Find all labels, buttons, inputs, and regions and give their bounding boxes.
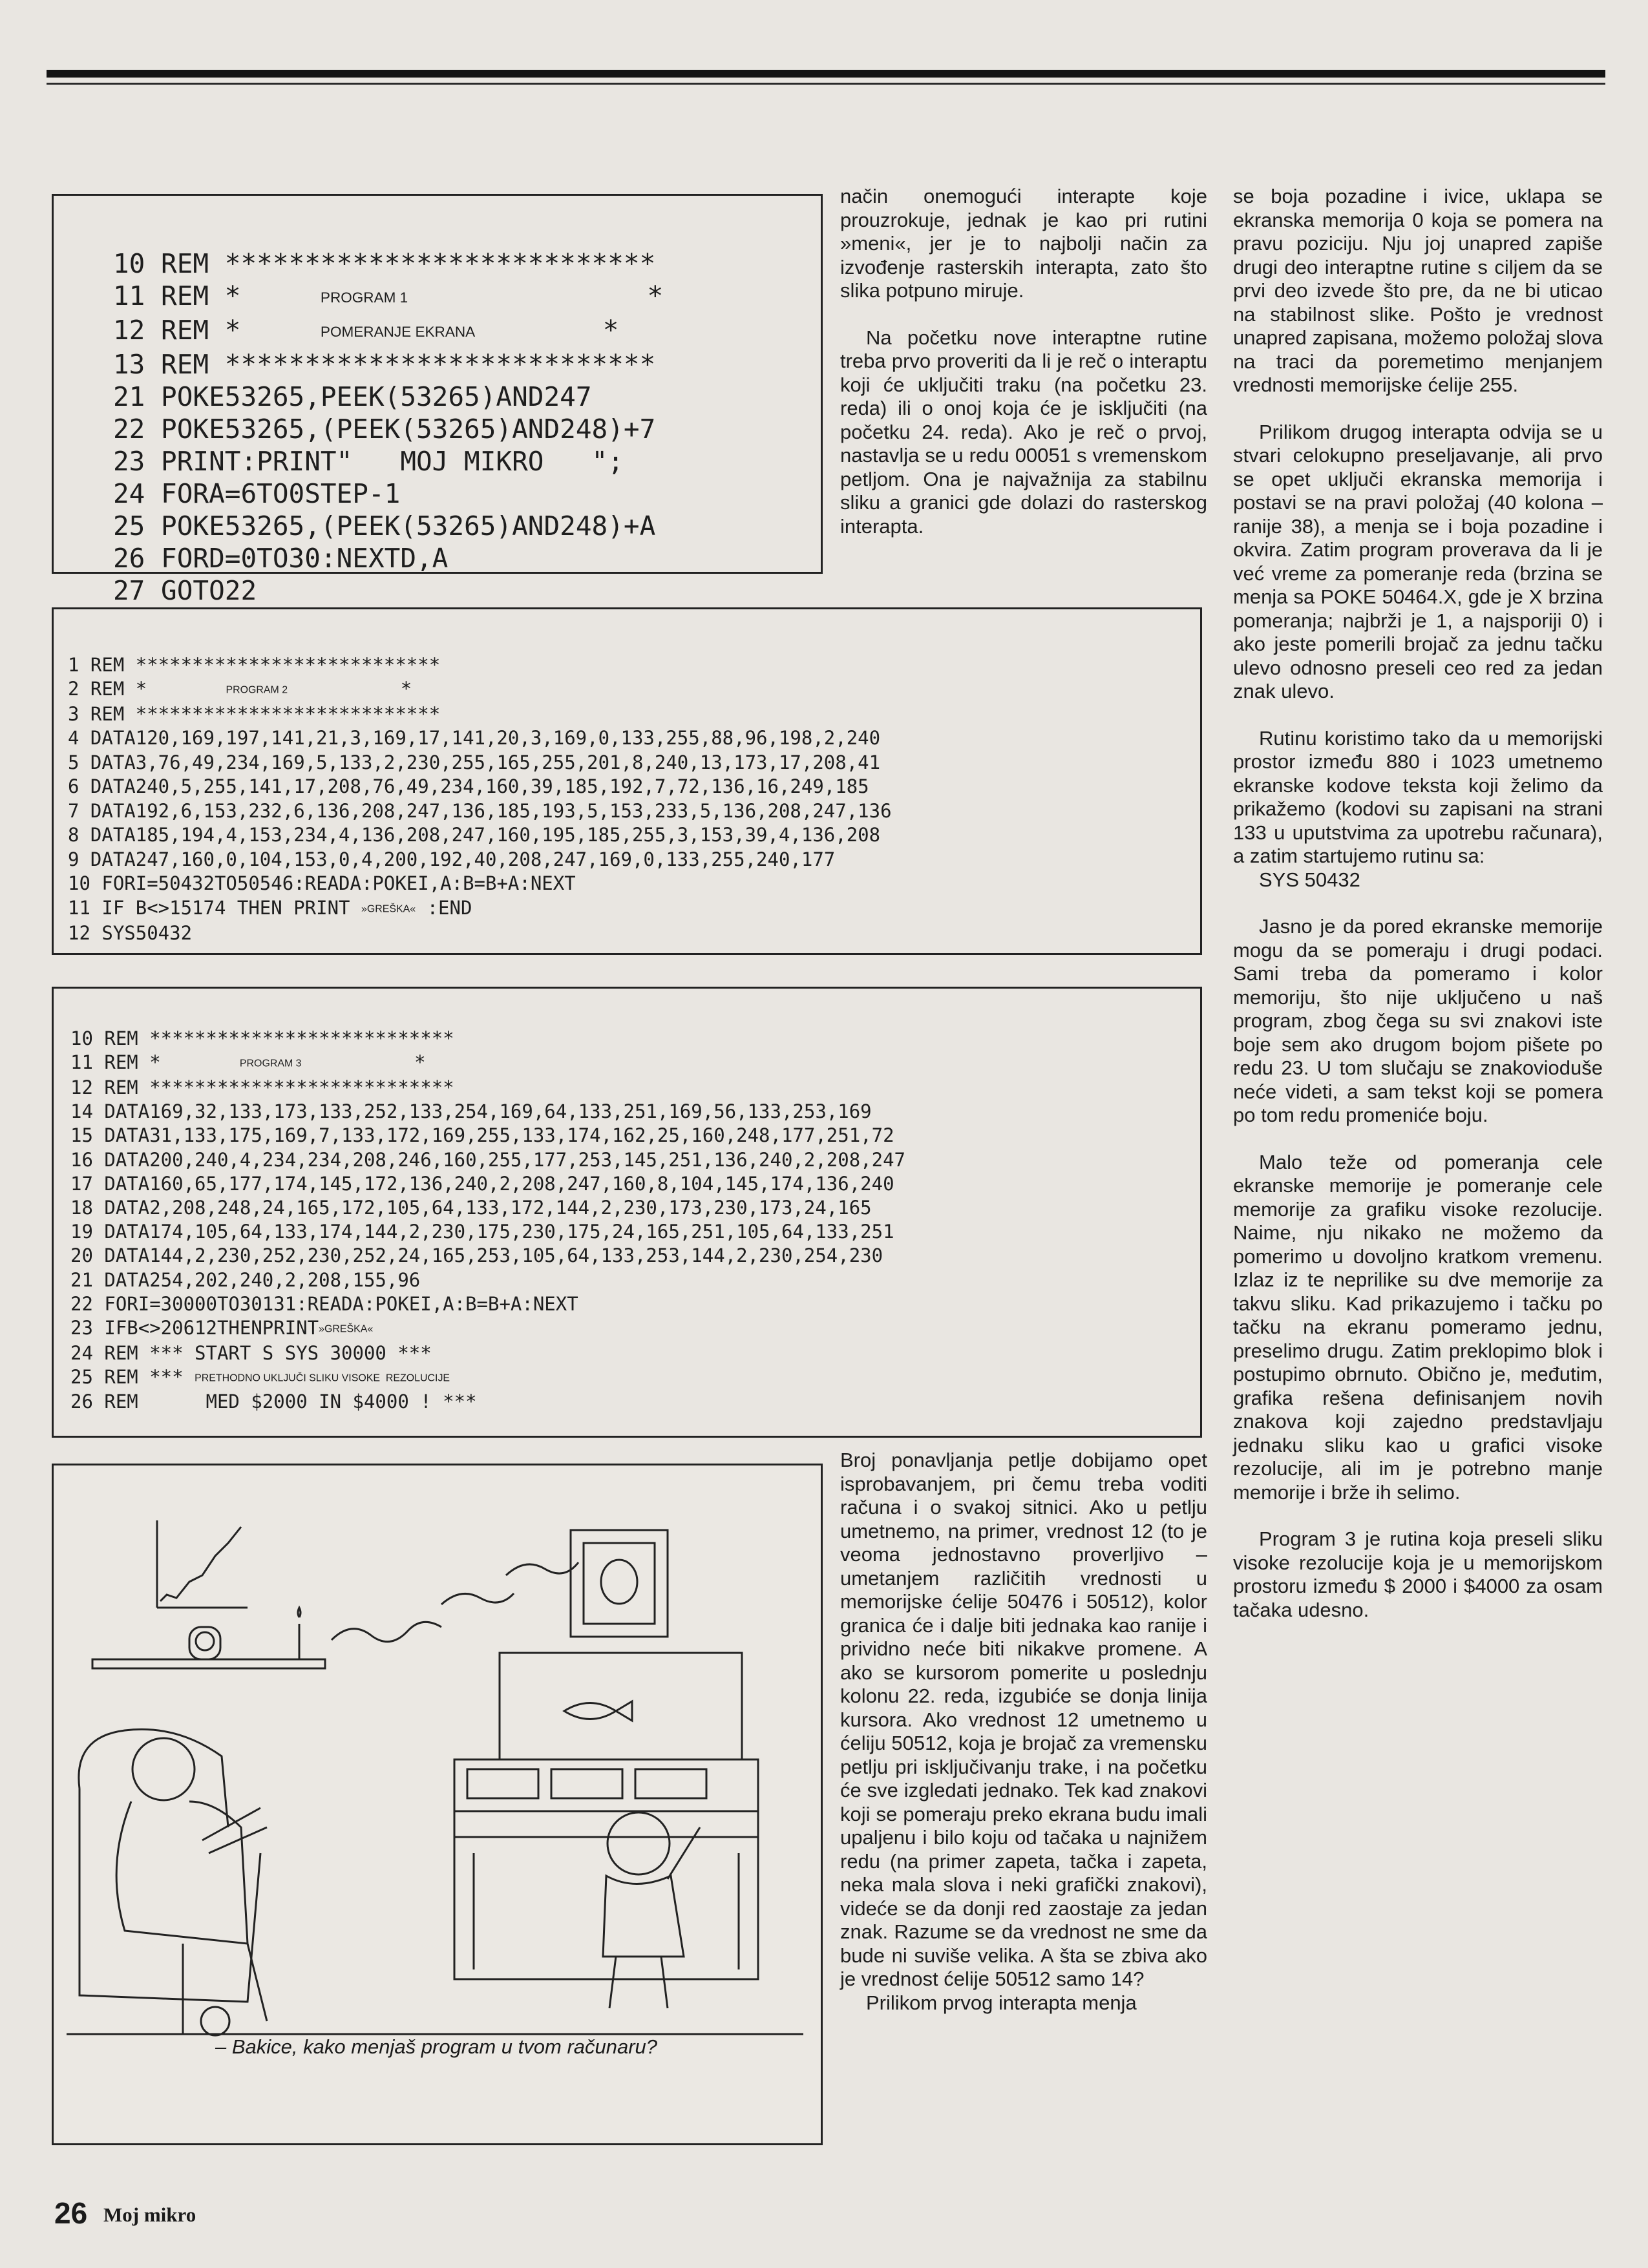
program2-line: 6 DATA240,5,255,141,17,208,76,49,234,160,39,185,192,7,72,136,16,249,185	[68, 775, 869, 798]
paragraph: Broj ponavljanja petlje dobijamo opet isprobavanjem, pri čemu treba voditi računa i o svakoj sitnici. Ako u petlju umetnemo, na primer, vrednost 12 (to je veoma jednostavno proverljivo – umetanjem različitih vrednosti u memorijske ćelije 50476 i 50512), kolor granica će i dalje biti jednaka kao ranije i prividno neće biti nikakve promene. A ako se kursorom pomerite u poslednju kolonu 22. reda, izgubiće se donja linija kursora. Ako vrednost 12 umetnemo u ćeliju 50512, koja je brojač za vremensku petlju pri isključivanju trake, i na početku će sve izgledati jednako. Tek kad znakovi koji se pomeraju preko ekrana budu imali upaljenu i bilo koju od tačaka u najnižem redu (na primer zapeta, tačka i zapeta, neka mala slova i neki grafički znakovi), videće se da donji red zaostaje za jedan znak. Razume se da vrednost ne sme da bude ni suviše velika. A šta se zbiva ako je vrednost ćelije 50512 samo 14?	[840, 1449, 1207, 1990]
program2-listing	[52, 607, 1202, 955]
paragraph: Prilikom prvog interapta menja	[866, 1991, 1137, 2014]
program2-line: 8 DATA185,194,4,153,234,4,136,208,247,160,195,185,255,3,153,39,4,136,208	[68, 824, 881, 846]
program2-line: 12 SYS50432	[68, 921, 193, 944]
program1-line: 22 POKE53265,(PEEK(53265)AND248)+7	[113, 414, 656, 445]
top-rule-thin	[47, 83, 1605, 85]
program2-line: 3 REM ***************************	[68, 702, 441, 725]
magazine-name: Moj mikro	[103, 2203, 196, 2226]
program2-line: 5 DATA3,76,49,234,169,5,133,2,230,255,165,255,201,8,240,13,173,17,208,41	[68, 751, 881, 773]
program1-line: 12 REM * POMERANJE EKRANA *	[113, 315, 619, 346]
paragraph: Malo teže od pomeranja cele ekranske memorije je pomeranje cele memorije za grafiku visoke rezolucije. Naime, nju nikako ne možemo da pomerimo u dovoljno kratkom vremenu. Izlaz iz te neprilike su dve memorije za takvu sliku. Kad prikazujemo i tačku po tačku na ekranu pomeramo jednu, preselimo drugu. Zatim preklopimo blok i postupimo obrnuto. Obično je, međutim, grafika rešena definisanjem novih znakova koji zajedno predstavljaju jednaku sliku kao u grafici visoke rezolucije, ali im je potrebno manje memorije i brže ih selimo.	[1233, 1150, 1603, 1504]
program3-line: 26 REM MED $2000 IN $4000 ! ***	[70, 1391, 477, 1413]
program3-line: 15 DATA31,133,175,169,7,133,172,169,255,133,174,162,25,160,248,177,251,72	[70, 1124, 894, 1147]
program3-listing	[52, 987, 1202, 1438]
program3-line: 22 FORI=30000TO30131:READA:POKEI,A:B=B+A:NEXT	[70, 1292, 578, 1315]
program1-line: 13 REM ***************************	[113, 349, 656, 380]
program2-line: 2 REM * PROGRAM 2 *	[68, 678, 412, 700]
program2-line: 7 DATA192,6,153,232,6,136,208,247,136,185,193,5,153,233,5,136,208,247,136	[68, 799, 892, 822]
paragraph: Program 3 je rutina koja preseli sliku visoke rezolucije koja je u memorijskom prostoru između $ 2000 i $4000 za osam tačaka udesno.	[1233, 1528, 1603, 1621]
program1-line: 21 POKE53265,PEEK(53265)AND247	[113, 381, 592, 412]
program2-line: 1 REM ***************************	[68, 653, 441, 676]
paragraph: Jasno je da pored ekranske memorije mogu da se pomeraju i drugi podaci. Sami treba da pomeramo i kolor memoriju, što nije uključeno u naš program, zbog čega su svi znakovi iste boje sem ako drugom bojom pišete po redu 23. U tom slučaju se znakovioduše neće videti, a sam tekst koji se pomera po tom redu promeniće boju.	[1233, 915, 1603, 1126]
paragraph: način onemogući interapte koje prouzrokuje, jednak je kao pri rutini »meni«, jer je to najbolji način za izvođenje rasterskih interapta, zato što slika potpuno miruje.	[840, 185, 1207, 302]
program3-line: 12 REM ***************************	[70, 1076, 454, 1098]
program3-line: 11 REM * PROGRAM 3 *	[70, 1051, 426, 1074]
program1-line: 25 POKE53265,(PEEK(53265)AND248)+A	[113, 510, 656, 541]
program1-line: 23 PRINT:PRINT" MOJ MIKRO ";	[113, 446, 624, 477]
article-column-middle-top	[840, 185, 1207, 538]
program3-title: PROGRAM 3	[239, 1058, 302, 1069]
paragraph: se boja pozadine i ivice, uklapa se ekranska memorija 0 koja se pomera na pravu poziciju. Nju joj unapred zapiše drugi deo interaptne rutine s ciljem da se prvi deo izvede što pre, da ne bi uticao na stabilnost slike. Pošto je vrednost unapred zapisana, možemo položaj slova na traci da poremetimo menjanjem vrednosti memorijske ćelije 255.	[1233, 185, 1603, 396]
article-column-middle-bottom	[840, 1449, 1207, 2015]
program3-line: 20 DATA144,2,230,252,230,252,24,165,253,105,64,133,253,144,2,230,254,230	[70, 1244, 883, 1267]
paragraph: Na početku nove interaptne rutine treba prvo proveriti da li je reč o interaptu koji će uključiti traku (na početku 23. reda) ili o onoj koja će je isključiti (na početku 24. reda). Ako je reč o prvoj, nastavlja se u redu 00051 s vremenskom petljom. Ona je najvažnija za stabilnu sliku a granici gde dolazi do rasterskog interapta.	[840, 326, 1207, 538]
program3-note: PRETHODNO UKLJUČI SLIKU VISOKE REZOLUCIJE	[195, 1372, 450, 1384]
program3-line: 16 DATA200,240,4,234,234,208,246,160,255,177,253,145,251,136,240,2,208,247	[70, 1148, 906, 1171]
program1-listing	[52, 194, 823, 606]
program1-line: 24 FORA=6TO0STEP-1	[113, 478, 401, 509]
paragraph: Rutinu koristimo tako da u memorijski prostor između 880 i 1023 umetnemo ekranske kodove teksta koji želimo da prikažemo (kodovi su zapisani na strani 133 u uputstvima za upotrebu računara), a zatim startujemo rutinu sa:	[1233, 726, 1603, 867]
cartoon-illustration	[52, 1464, 823, 2145]
program1-line: 11 REM * PROGRAM 1 *	[113, 280, 664, 311]
program1-subtitle: POMERANJE EKRANA	[320, 324, 476, 340]
program3-line: 24 REM *** START S SYS 30000 ***	[70, 1341, 432, 1364]
program3-line: 18 DATA2,208,248,24,165,172,105,64,133,172,144,2,230,173,230,173,24,165	[70, 1197, 872, 1219]
program3-line: 25 REM *** PRETHODNO UKLJUČI SLIKU VISOKE REZOLUCIJE	[70, 1365, 450, 1388]
cartoon-caption: – Bakice, kako menjaš program u tvom računaru?	[215, 2035, 658, 2058]
paragraph: Prilikom drugog interapta odvija se u stvari celokupno preseljavanje, ali prvo se opet uključi ekranska memorija i postavi se na pravi položaj (40 kolona – ranije 38), a menja se i boja pozadine i okvira. Zatim program proverava da li je već vreme za pomeranje reda (brzina se menja sa POKE 50464.X, gde je X brzina pomeranja; najbrži je 1, a najsporiji 0) i ako jeste pomerili brojač za jednu tačku ulevo odnosno preseli ceo red za jedan znak ulevo.	[1233, 420, 1603, 702]
program3-line: 21 DATA254,202,240,2,208,155,96	[70, 1268, 421, 1291]
program2-line: 9 DATA247,160,0,104,153,0,4,200,192,40,208,247,169,0,133,255,240,177	[68, 848, 836, 870]
code-inline: SYS 50432	[1259, 868, 1360, 891]
program1-title: PROGRAM 1	[320, 289, 408, 306]
program2-line: 10 FORI=50432TO50546:READA:POKEI,A:B=B+A:NEXT	[68, 872, 576, 895]
program1-line: 10 REM ***************************	[113, 248, 656, 279]
program2-line: 4 DATA120,169,197,141,21,3,169,17,141,20,3,169,0,133,255,88,96,198,2,240	[68, 727, 881, 750]
program2-title: PROGRAM 2	[226, 684, 288, 696]
program3-line: 23 IFB<>20612THENPRINT»GREŠKA«	[70, 1317, 374, 1339]
top-rule	[47, 70, 1605, 78]
program1-line: 26 FORD=0TO30:NEXTD,A	[113, 543, 449, 574]
program1-line: 27 GOTO22	[113, 575, 257, 606]
program3-line: 10 REM ***************************	[70, 1027, 454, 1050]
program3-line: 14 DATA169,32,133,173,133,252,133,254,169,64,133,251,169,56,133,253,169	[70, 1100, 872, 1123]
program3-line: 19 DATA174,105,64,133,174,144,2,230,175,230,175,24,165,251,105,64,133,251	[70, 1221, 894, 1243]
article-column-right	[1233, 185, 1603, 1622]
program2-line: 11 IF B<>15174 THEN PRINT »GREŠKA« :END	[68, 896, 472, 919]
page-number: 26	[54, 2196, 88, 2230]
program3-line: 17 DATA160,65,177,174,145,172,136,240,2,208,247,160,8,104,145,174,136,240	[70, 1172, 894, 1195]
